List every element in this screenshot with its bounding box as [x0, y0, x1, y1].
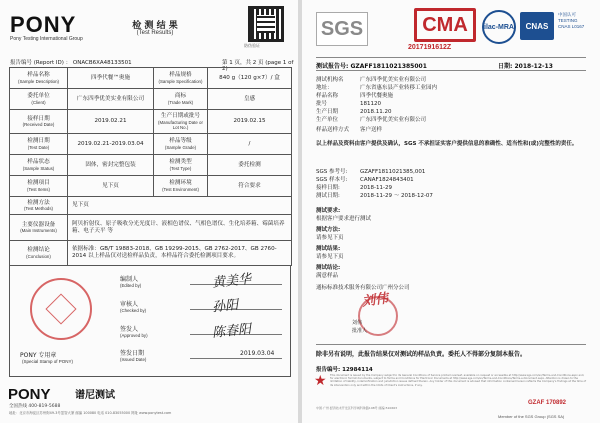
fine-print: This document is issued by the Company subject to its General Conditions of Service printed overleaf, available on request or accessible at http://www.sgs.com/en/Terms-and-Conditions.aspx and, for electronic format documents, subject to Terms and Conditions for Electronic Documents at http://www.sgs.com/en/Terms-and-Conditions/Terms-e-Document.aspx. Attention is drawn to the limitation of liability, indemnification and jurisdiction issues defined therein. Any holder of this document is advised that information contained hereon reflects the Company's findings at the time of its intervention only and within the limits of Client's instructions, if any.	[330, 374, 586, 387]
table-cell: 广东四季优美实业有限公司	[68, 89, 154, 110]
signature-section	[9, 265, 291, 377]
cnas-label: 中国认可 TESTING CNAS L0167	[558, 12, 585, 29]
table-cell: 2019.02.15	[208, 110, 292, 134]
pony-logo: PONY	[10, 12, 77, 37]
maker-row: 生产单位 广东四季优美实业有限公司	[316, 117, 427, 123]
sgs-logo: SGS	[316, 12, 368, 46]
results-table	[9, 67, 292, 266]
sample-row: 样品名称 四季代餐奥施	[316, 93, 394, 99]
divider	[316, 57, 586, 58]
sgs-date: 日期: 2018-12-13	[498, 63, 553, 70]
table-row	[10, 241, 292, 266]
approver-signature: 陈春阳	[211, 321, 252, 341]
sgs-ref-row: SGS 样本号: CANAF1824843401	[316, 177, 414, 183]
mfg-row: 生产日期 2018.11.20	[316, 109, 392, 115]
table-label: 检测类型 (Test Type)	[154, 155, 208, 176]
table-cell: 皇感	[208, 89, 292, 110]
table-cell: 2019.02.21	[68, 110, 154, 134]
sgs-footer-address: 中国·广州·经济技术开发区科学城科珠路198号 邮编:510663	[316, 406, 398, 410]
table-cell: 委托检测	[208, 155, 292, 176]
hotline: 全国热线 400-819-5688	[9, 404, 61, 409]
editor-row: 编制人 (Edited by) 黄美华	[120, 274, 290, 288]
table-row	[10, 176, 292, 197]
table-row	[10, 134, 292, 155]
issue-date: 2019.03.04	[240, 350, 275, 357]
table-cell: 固体，密封完整包装	[68, 155, 154, 176]
table-label: 样品规格 (Sample Specification)	[154, 68, 208, 89]
table-cell: 四季代餐™奥施	[68, 68, 154, 89]
stamp-label: PONY 专用章	[20, 352, 57, 359]
table-cell: 阿贝折射仪、原子吸收分光光度计、液相色谱仪、气相色谱仪、生化培养箱、霉菌培养箱、电子天平 等	[68, 215, 292, 241]
report-number: 报告编号 (Report ID) ： ONACB6XA48133501	[10, 60, 132, 66]
pony-stamp-icon	[30, 278, 92, 340]
sgs-no-row: SGS 参考号: GZAFF1811021385,001	[316, 169, 426, 175]
result-section: 测试结果: 请参见下页	[316, 246, 344, 260]
table-label: 检测结论 (Conclusion)	[10, 241, 68, 266]
sgs-member: Member of the SGS Group (SGS SA)	[498, 414, 565, 419]
pony-company-en: Pony Testing International Group	[10, 36, 83, 42]
table-label: 委托单位 (Client)	[10, 89, 68, 110]
table-label: 检测环境 (Test Environment)	[154, 176, 208, 197]
table-cell: 符合要求	[208, 176, 292, 197]
sgs-report-number: 测试报告号: GZAFF1811021385001	[316, 63, 427, 70]
signer-org: 通标标准技术服务有限公司广州分公司	[316, 285, 410, 291]
table-row	[10, 89, 292, 110]
table-cell: 见下页	[68, 176, 154, 197]
qr-note: 防伪验证	[244, 43, 260, 48]
page-title-en: (Test Results)	[136, 30, 174, 36]
qr-code-icon	[248, 6, 284, 42]
table-label: 生产日期或批号 (Manufacturing Date or Lot No.)	[154, 110, 208, 134]
serial-number: GZAF 170892	[528, 400, 567, 406]
page-title: 检 测 结 果	[132, 21, 178, 31]
table-label: 检测方法 (Test Methods)	[10, 197, 68, 215]
issue-date-row: 签发日期 (Issued Date) 2019.03.04	[120, 348, 290, 362]
method-section: 测试方法: 请参见下页	[316, 227, 344, 241]
pony-footer-logo: PONY	[8, 386, 51, 403]
table-row	[10, 197, 292, 215]
approver-row: 签发人 (Approved by) 陈春阳	[120, 324, 290, 338]
ilac-logo: ilac-MRA	[482, 10, 516, 44]
table-label: 主要仪器设备 (Main Instruments)	[10, 215, 68, 241]
client-info-note: 以上样品及资料由客户提供及确认，SGS 不承担证实客户提供信息的准确性、适当性和(或)完整性的责任。	[316, 141, 578, 147]
table-label: 检测项目 (Test Items)	[10, 176, 68, 197]
table-label: 样品等级 (Sample Grade)	[154, 134, 208, 155]
stamp-label-en: (Special Stamp of PONY)	[22, 359, 74, 364]
client-row: 测试机构名 广东四季优美实业有限公司	[316, 77, 427, 83]
address-row: 地址： 广东省惠东县产业转移工业园内	[316, 85, 438, 91]
table-cell: 840 g（120 g×7）/ 盒	[208, 68, 292, 89]
table-label: 商标 (Trade Mark)	[154, 89, 208, 110]
report-id: 报告编号: 12984114	[316, 367, 373, 373]
table-label: 样品名称 (Sample Description)	[10, 68, 68, 89]
sgs-report-page	[302, 0, 600, 423]
signer-name: 刘伟	[352, 320, 363, 326]
table-cell: /	[208, 134, 292, 155]
table-row	[10, 215, 292, 241]
table-row	[10, 110, 292, 134]
cma-number: 2017191612Z	[408, 44, 452, 51]
pony-report-page	[0, 0, 298, 423]
submit-row: 样品送样方式 客户送样	[316, 127, 383, 133]
conclusion-section: 测试结论: 满意样品	[316, 265, 341, 279]
checker-signature: 孙阳	[211, 297, 239, 316]
divider	[316, 344, 586, 345]
table-label: 接样日期 (Received Date)	[10, 110, 68, 134]
divider	[316, 70, 586, 71]
star-icon: ★	[314, 373, 327, 389]
table-row	[10, 68, 292, 89]
page-number: 第 1 页，共 2 页 (page 1 of 2)	[222, 60, 294, 72]
pony-footer-name: 谱尼测试	[75, 390, 115, 401]
editor-signature: 黄美华	[211, 271, 252, 291]
test-period-row: 测试日期: 2018-11-29 ～ 2018-12-07	[316, 193, 433, 199]
pony-footer-text: 地址：北京市海淀区苏州街49-3号盈智大厦 邮编 100080 电话 010-83055000 网址 www.ponytest.com	[9, 411, 172, 415]
table-label: 样品状态 (Sample Status)	[10, 155, 68, 176]
checker-row: 审核人 (Checked by) 孙阳	[120, 299, 290, 313]
table-label: 检测日期 (Test Date)	[10, 134, 68, 155]
signer-title: 批准人	[352, 328, 368, 334]
cnas-logo: CNAS	[520, 12, 554, 40]
signature: 刘伟	[361, 291, 390, 310]
table-cell: 见下页	[68, 197, 292, 215]
table-row	[10, 155, 292, 176]
received-row: 接样日期: 2018-11-29	[316, 185, 392, 191]
disclaimer: 除非另有说明，此报告结果仅对测试的样品负责。委托人不得部分复制本报告。	[316, 351, 527, 358]
cma-logo: CMA	[414, 8, 476, 42]
batch-row: 批号 181120	[316, 101, 381, 107]
table-cell: 依据标准：GB/T 19883-2018、GB 19299-2015、GB 2762-2017、GB 2760-2014 以上样品仅对送检样品负责，本样品符合委托检测项目要求。	[68, 241, 292, 266]
table-cell: 2019.02.21-2019.03.04	[68, 134, 154, 155]
requirement-section: 测试要求: 根据客户要求进行测试	[316, 208, 372, 222]
